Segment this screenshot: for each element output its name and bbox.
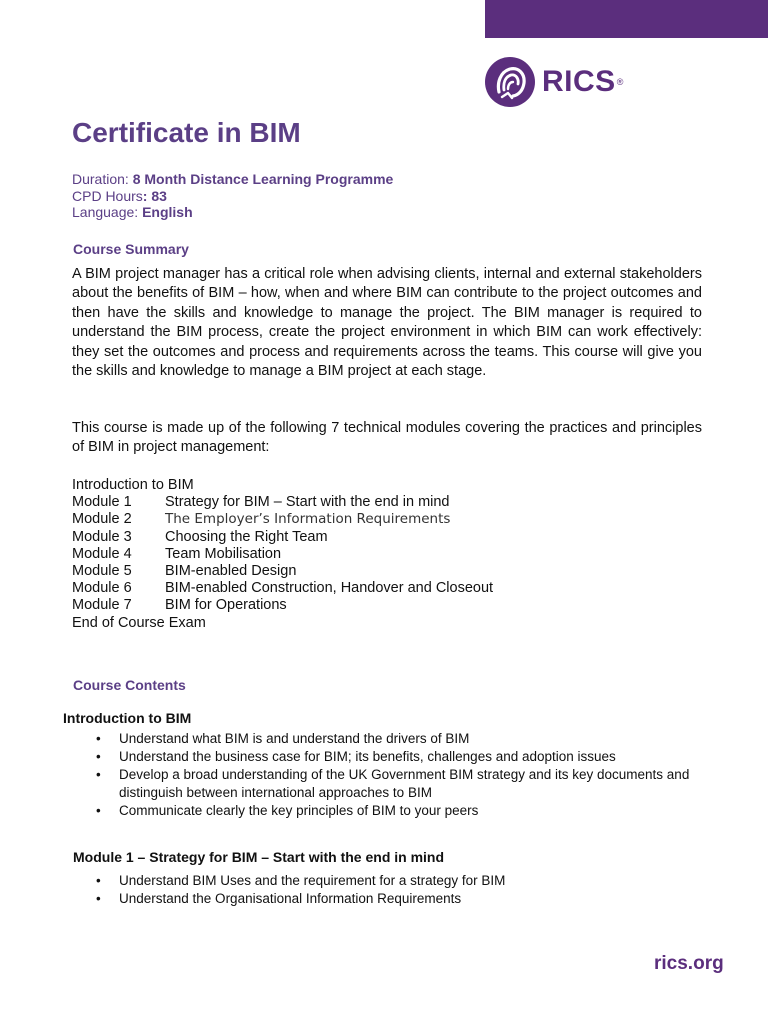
list-item [96,730,708,748]
module-row [72,597,493,614]
bullet-text: Develop a broad understanding of the UK Government BIM strategy and its key documents and distinguish between international approaches to BIM [119,767,690,800]
language-value: English [142,204,193,220]
lion-emblem-icon [484,56,536,108]
language-label: Language: [72,204,143,220]
header-accent-bar [485,0,768,38]
bullet-text: Understand BIM Uses and the requirement for a strategy for BIM [119,873,506,888]
module-row [72,529,493,546]
module-title: BIM-enabled Design [165,563,297,580]
course-contents-heading: Course Contents [73,677,186,693]
course-meta [72,171,393,221]
footer-website-link[interactable]: rics.org [654,953,724,974]
language-row [72,204,393,221]
summary-paragraph: A BIM project manager has a critical role when advising clients, internal and external stakeholders about the benefits of BIM – how, when and where BIM can contribute to the project outcomes and then have the skills and knowledge to manage the project. The BIM manager is required to understand the BIM process, create the project environment in which BIM can work effectively: they set the outcomes and process and requirements across the teams. This course will give you the skills and knowledge to manage a BIM project at each stage. [72,266,702,380]
bullet-glyph: • [96,749,101,764]
module-title: BIM-enabled Construction, Handover and Closeout [165,580,494,597]
module1-bullet-list [96,872,708,908]
module-row [72,494,493,511]
list-item [96,748,708,766]
module-number: Module 4 [72,545,132,562]
module-number: Module 5 [72,563,132,580]
intro-bullet-list [96,730,708,820]
module-title: The Employer’s Information Requirements [165,511,451,528]
module-row [72,546,493,563]
cpd-row [72,188,393,205]
logo-wordmark: RICS [542,65,616,98]
module-row [72,580,493,597]
list-item [96,890,708,908]
module-title: Team Mobilisation [165,545,282,562]
module1-section-heading: Module 1 – Strategy for BIM – Start with the end in mind [73,849,445,865]
list-item [96,766,708,802]
module-number: Module 1 [72,494,132,511]
module-row [72,563,493,580]
course-summary-heading: Course Summary [73,241,189,257]
registered-mark: ® [616,77,624,87]
duration-row [72,171,393,188]
page-title: Certificate in BIM [72,117,301,148]
module-row [72,511,493,528]
cpd-value: : 83 [142,187,167,204]
module-title: Strategy for BIM – Start with the end in mind [165,494,450,511]
bullet-glyph: • [96,803,101,818]
module-number: Module 7 [72,597,132,614]
intro-section-heading: Introduction to BIM [63,710,192,726]
list-item [96,802,708,820]
bullet-text: Understand the Organisational Information Requirements [119,891,462,906]
module-title: Choosing the Right Team [165,528,328,545]
bullet-text: Understand the business case for BIM; its benefits, challenges and adoption issues [119,749,616,764]
bullet-glyph: • [96,873,101,888]
list-item [96,872,708,890]
module-number: Module 6 [72,580,132,597]
cpd-label: CPD Hours [72,187,143,204]
bullet-text: Understand what BIM is and understand the drivers of BIM [119,731,470,746]
bullet-text: Communicate clearly the key principles of BIM to your peers [119,803,479,818]
module-number: Module 3 [72,528,132,545]
modules-intro-paragraph: This course is made up of the following 7 technical modules covering the practices and principles of BIM in project management: [72,420,702,456]
module-number: Module 2 [72,511,132,528]
module-title: BIM for Operations [165,597,287,614]
duration-label: Duration: [72,171,133,187]
rics-logo [484,55,623,109]
bullet-glyph: • [96,891,101,906]
duration-value: 8 Month Distance Learning Programme [132,171,394,187]
bullet-glyph: • [96,767,101,782]
module-list-intro: Introduction to BIM [72,477,194,493]
bullet-glyph: • [96,731,101,746]
module-list [72,477,493,632]
module-list-exam: End of Course Exam [72,614,206,631]
